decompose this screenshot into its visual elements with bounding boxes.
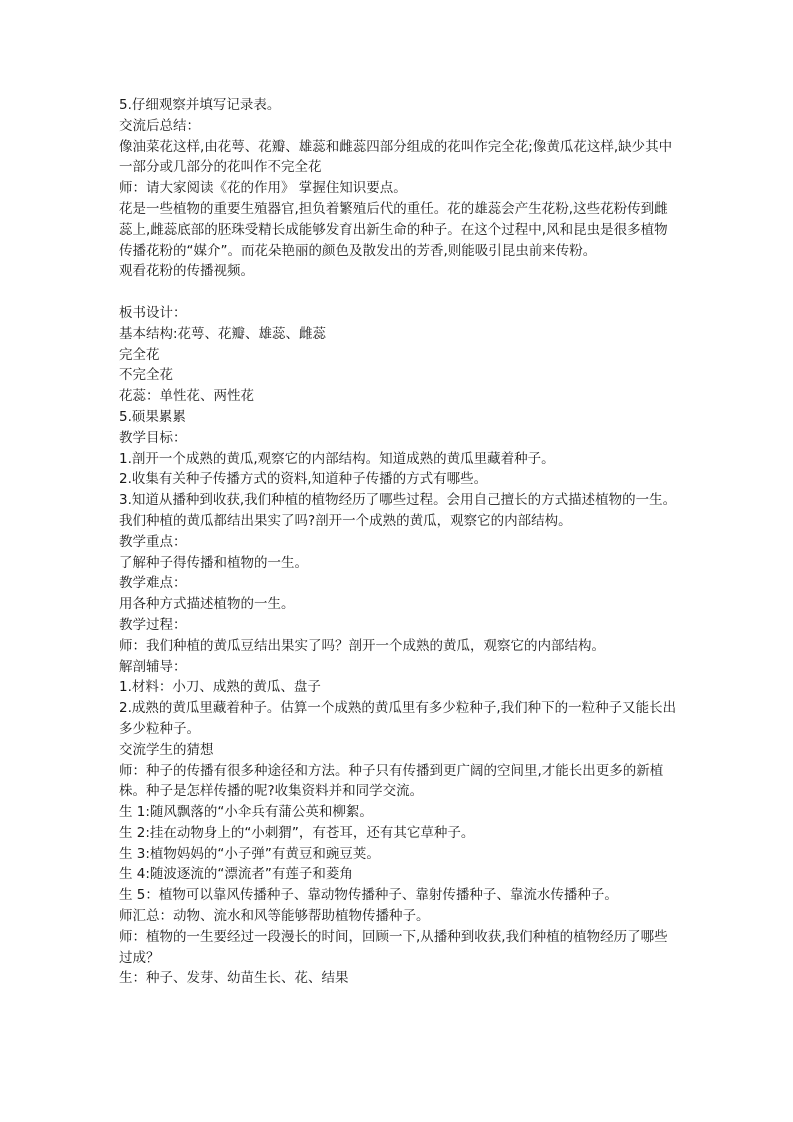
section-heading: 教学目标： [119, 429, 187, 446]
text-line: 师：我们种植的黄瓜豆结出果实了吗？剖开一个成熟的黄瓜，观察它的内部结构。 [119, 637, 605, 654]
text-line: 师：请大家阅读《花的作用》 掌握住知识要点。 [119, 180, 407, 197]
section-heading: 教学难点： [119, 575, 187, 592]
section-heading: 教学过程： [119, 616, 187, 633]
text-line: 交流学生的猜想 [119, 741, 214, 758]
text-line: 花是一些植物的重要生殖器官,担负着繁殖后代的重任。花的雄蕊会产生花粉,这些花粉传到雌蕊上,雌蕊底部的胚珠受精长成能够发育出新生命的种子。在这个过程中,风和昆虫是很多植物传播花粉的“媒介”。而花朵艳丽的颜色及散发出的芳香,则能吸引昆虫前来传粉。 [119, 200, 668, 259]
text-line: 观看花粉的传播视频。 [119, 263, 254, 280]
text-line: 完全花 [119, 346, 160, 363]
text-line: 2.成熟的黄瓜里藏着种子。估算一个成熟的黄瓜里有多少粒种子,我们种下的一粒种子又能长出多少粒种子。 [119, 700, 677, 737]
text-line: 生 4:随波逐流的“漂流者”有莲子和菱角 [119, 866, 353, 883]
text-line: 生：种子、发芽、幼苗生长、花、结果 [119, 970, 349, 987]
text-line: 像油菜花这样,由花萼、花瓣、雄蕊和雌蕊四部分组成的花叫作完全花;像黄瓜花这样,缺少其中一部分或几部分的花叫作不完全花 [119, 138, 673, 176]
section-heading: 教学重点： [119, 533, 187, 550]
text-line: 师：植物的一生要经过一段漫长的时间，回顾一下,从播种到收获,我们种植的植物经历了哪些过成？ [119, 928, 668, 966]
text-line: 3.知道从播种到收获,我们种植的植物经历了哪些过程。会用自己擅长的方式描述植物的一生。 [119, 492, 677, 509]
text-line: 不完全花 [119, 367, 173, 384]
text-line: 生 3:植物妈妈的“小子弹”有黄豆和豌豆荚。 [119, 845, 380, 862]
text-line: 师汇总：动物、流水和风等能够帮助植物传播种子。 [119, 908, 430, 925]
section-heading: 解剖辅导： [119, 658, 187, 675]
text-line: 我们种植的黄瓜都结出果实了吗?剖开一个成熟的黄瓜，观察它的内部结构。 [119, 512, 572, 529]
text-line: 生 2:挂在动物身上的“小刺猬”，有苍耳，还有其它草种子。 [119, 824, 475, 841]
blank-line [119, 282, 679, 303]
text-line: 师：种子的传播有很多种途径和方法。种子只有传播到更广阔的空间里,才能长出更多的新植株。种子是怎样传播的呢?收集资料并和同学交流。 [119, 762, 664, 800]
text-line: 5.仔细观察并填写记录表。 [119, 97, 281, 113]
text-line: 了解种子得传播和植物的一生。 [119, 554, 308, 571]
lesson-title: 5.硕果累累 [119, 408, 186, 425]
text-line: 基本结构:花萼、花瓣、雄蕊、雌蕊 [119, 325, 327, 342]
text-line: 交流后总结： [119, 117, 200, 134]
text-line: 1.材料：小刀、成熟的黄瓜、盘子 [119, 679, 321, 696]
text-line: 1.剖开一个成熟的黄瓜,观察它的内部结构。知道成熟的黄瓜里藏着种子。 [119, 450, 555, 467]
text-line: 2.收集有关种子传播方式的资料,知道种子传播的方式有哪些。 [119, 471, 488, 488]
document-body [119, 95, 679, 989]
text-line: 生 1:随风飘落的“小伞兵有蒲公英和柳絮。 [119, 804, 373, 821]
text-line: 用各种方式描述植物的一生。 [119, 596, 295, 613]
text-line: 生 5：植物可以靠风传播种子、靠动物传播种子、靠射传播种子、靠流水传播种子。 [119, 887, 618, 904]
text-line: 花蕊：单性花、两性花 [119, 388, 254, 405]
section-heading: 板书设计： [119, 304, 187, 321]
